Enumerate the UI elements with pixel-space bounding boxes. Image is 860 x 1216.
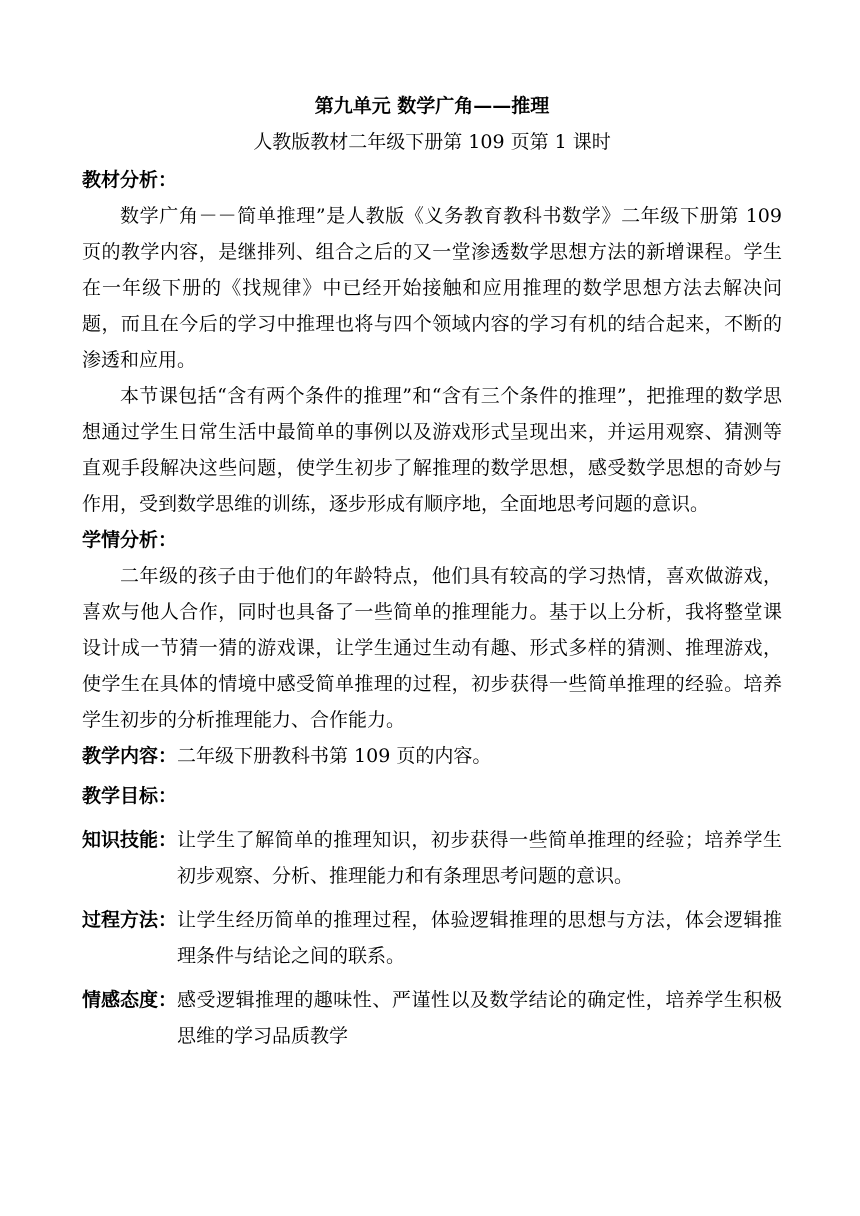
- page-title: 第九单元 数学广角——推理: [314, 95, 550, 117]
- teaching-content-row: [82, 738, 782, 774]
- page-subtitle: 人教版教材二年级下册第 109 页第 1 课时: [253, 131, 611, 153]
- goal-emotion-attitude: [82, 982, 782, 1054]
- document-page: [82, 88, 782, 1054]
- goal-text: 让学生经历简单的推理过程，体验逻辑推理的思想与方法，体会逻辑推理条件与结论之间的联系。: [177, 909, 782, 967]
- goal-label: 知识技能：: [82, 829, 178, 851]
- analysis-paragraph-1: 数学广角－－简单推理”是人教版《义务教育教科书数学》二年级下册第 109 页的教学内容，是继排列、组合之后的又一堂渗透数学思想方法的新增课程。学生在一年级下册的《找规律》中已经开始接触和应用推理的数学思想方法去解决问题，而且在今后的学习中推理也将与四个领域内容的学习有机的结合起来，不断的渗透和应用。: [82, 205, 782, 371]
- student-analysis-heading: 学情分析：: [82, 529, 178, 551]
- goal-process-methods: [82, 902, 782, 974]
- goal-knowledge-skills: [82, 822, 782, 894]
- analysis-paragraph-2: 本节课包括“含有两个条件的推理”和“含有三个条件的推理”，把推理的数学思想通过学生日常生活中最简单的事例以及游戏形式呈现出来，并运用观察、猜测等直观手段解决这些问题，使学生初步了解推理的数学思想，感受数学思想的奇妙与作用，受到数学思维的训练，逐步形成有顺序地，全面地思考问题的意识。: [82, 385, 782, 515]
- goal-label: 过程方法：: [82, 909, 178, 931]
- goal-label: 情感态度：: [82, 989, 178, 1011]
- teaching-content-label: 教学内容：: [82, 745, 178, 767]
- goal-text: 让学生了解简单的推理知识，初步获得一些简单推理的经验；培养学生初步观察、分析、推理能力和有条理思考问题的意识。: [177, 829, 782, 887]
- analysis-heading: 教材分析：: [82, 169, 178, 191]
- teaching-content-text: 二年级下册教科书第 109 页的内容。: [177, 745, 492, 767]
- student-analysis-paragraph: 二年级的孩子由于他们的年龄特点，他们具有较高的学习热情，喜欢做游戏，喜欢与他人合作，同时也具备了一些简单的推理能力。基于以上分析，我将整堂课设计成一节猜一猜的游戏课，让学生通过生动有趣、形式多样的猜测、推理游戏，使学生在具体的情境中感受简单推理的过程，初步获得一些简单推理的经验。培养学生初步的分析推理能力、合作能力。: [82, 565, 782, 731]
- teaching-goals-heading: 教学目标：: [82, 785, 178, 807]
- goal-text: 感受逻辑推理的趣味性、严谨性以及数学结论的确定性，培养学生积极思维的学习品质教学: [177, 989, 782, 1047]
